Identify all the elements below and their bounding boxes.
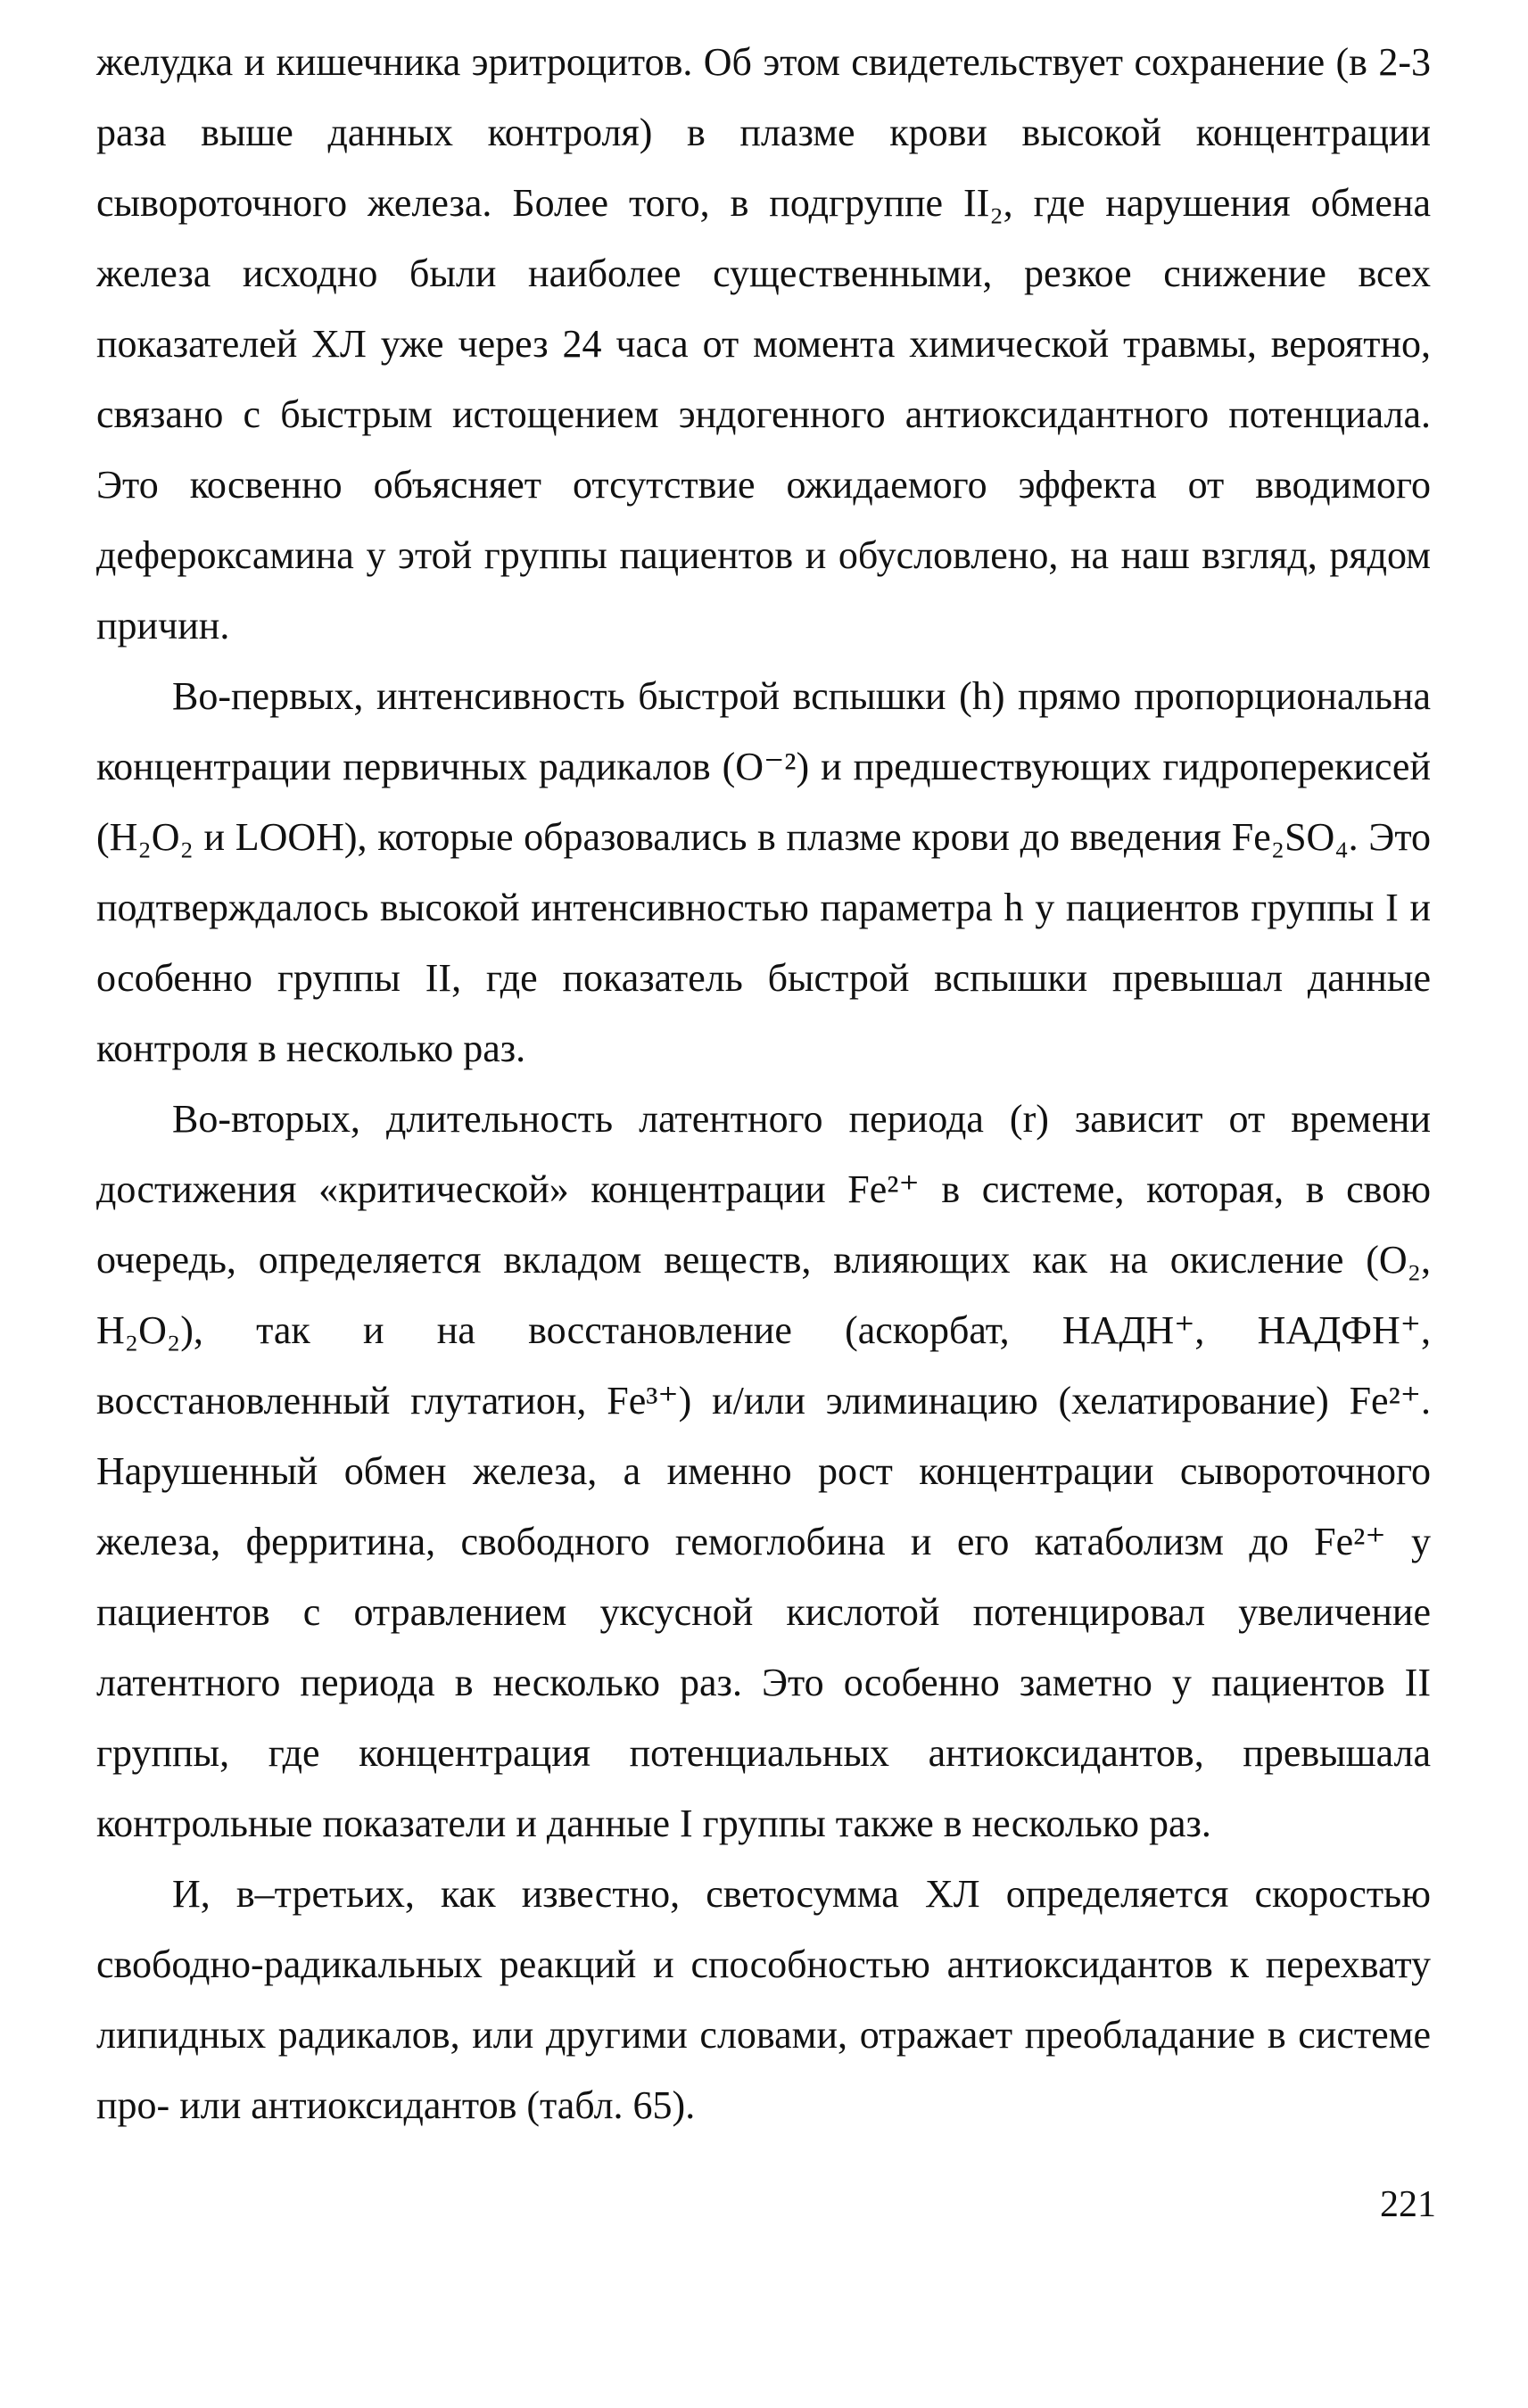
paragraph-4: И, в–третьих, как известно, светосумма ХЛ определяется скоростью свободно-радикальных реакций и способностью антиоксидантов к перехвату липидных радикалов, или другими словами, отражает преобладание в системе про- или антиоксидантов (табл. 65). bbox=[96, 1872, 1431, 2127]
paragraph-1: желудка и кишечника эритроцитов. Об этом свидетельствует сохранение (в 2-3 раза выше данных контроля) в плазме крови высокой концентрации сывороточного железа. Более того, в подгруппе II₂, где нарушения обмена железа исходно были наиболее существенными, резкое снижение всех показателей ХЛ уже через 24 часа от момента химической травмы, вероятно, связано с быстрым истощением эндогенного антиоксидантного потенциала. Это косвенно объясняет отсутствие ожидаемого эффекта от вводимого дефероксамина у этой группы пациентов и обусловлено, на наш взгляд, рядом причин. bbox=[96, 40, 1431, 647]
body-text bbox=[96, 27, 1431, 2140]
page-number: 221 bbox=[1380, 2184, 1436, 2225]
paragraph-2: Во-первых, интенсивность быстрой вспышки (h) прямо пропорциональна концентрации первичных радикалов (O⁻²) и предшествующих гидроперекисей (H₂O₂ и LOOH), которые образовались в плазме крови до введения Fe₂SO₄. Это подтверждалось высокой интенсивностью параметра h у пациентов группы I и особенно группы II, где показатель быстрой вспышки превышал данные контроля в несколько раз. bbox=[96, 674, 1431, 1070]
paragraph-3: Во-вторых, длительность латентного периода (r) зависит от времени достижения «критической» концентрации Fe²⁺ в системе, которая, в свою очередь, определяется вкладом веществ, влияющих как на окисление (O₂, H₂O₂), так и на восстановление (аскорбат, НАДН⁺, НАДФН⁺, восстановленный глутатион, Fe³⁺) и/или элиминацию (хелатирование) Fe²⁺. Нарушенный обмен железа, а именно рост концентрации сывороточного железа, ферритина, свободного гемоглобина и его катаболизм до Fe²⁺ у пациентов с отравлением уксусной кислотой потенцировал увеличение латентного периода в несколько раз. Это особенно заметно у пациентов II группы, где концентрация потенциальных антиоксидантов, превышала контрольные показатели и данные I группы также в несколько раз. bbox=[96, 1097, 1431, 1845]
